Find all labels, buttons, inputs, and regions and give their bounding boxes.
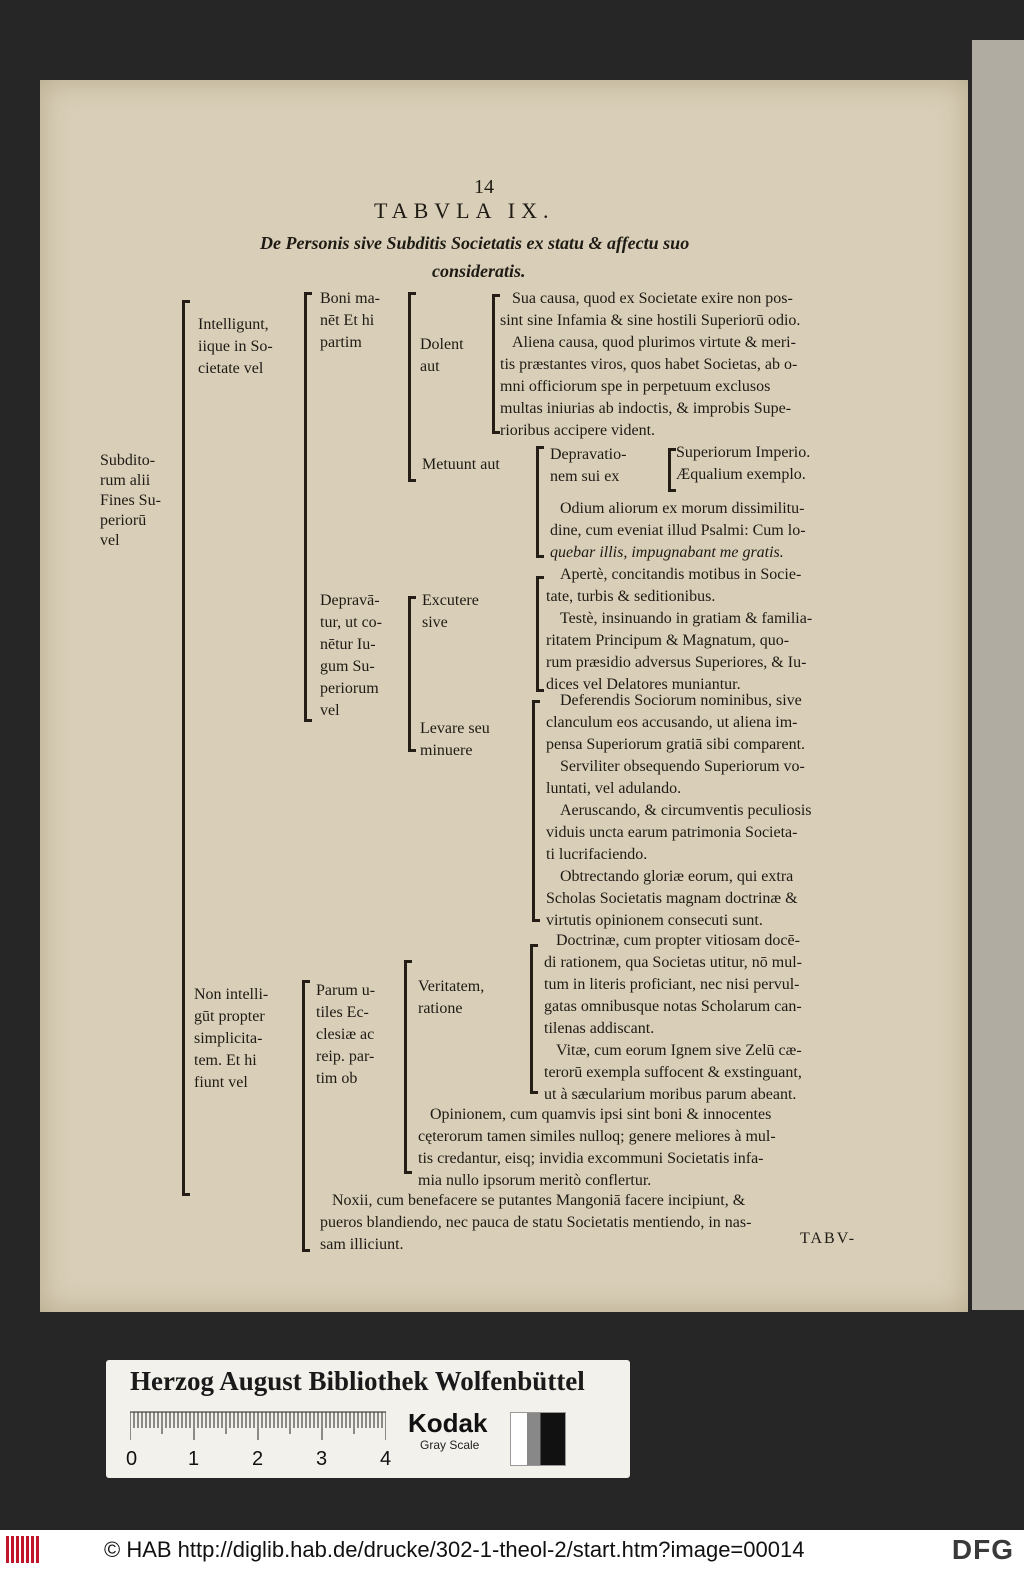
depravantur-line: periorum (320, 680, 379, 697)
dolent-text-line: tis præstantes viros, quos habet Societas, ab o- (500, 356, 798, 373)
opinionem-text-line: mia nullo ipsorum meritò conflertur. (418, 1172, 652, 1189)
depravatio-brace (668, 448, 671, 492)
hab-logo-icon (6, 1536, 46, 1563)
veritatem-text-line: terorū exempla suffocent & exstinguant, (544, 1064, 802, 1081)
noxii-text-line: sam illiciunt. (320, 1236, 404, 1253)
veritatem-text-line: ut à sæcularium moribus parum abeant. (544, 1086, 797, 1103)
page-subtitle-line-1: De Personis sive Subditis Societatis ex statu & affectu suo (260, 233, 690, 253)
dfg-logo: DFG (951, 1534, 1014, 1565)
dolent-text-line: rioribus accipere vident. (500, 422, 656, 439)
levare-text-line: Aeruscando, & circumventis peculiosis (560, 802, 812, 819)
gray-patch (510, 1412, 566, 1466)
levare-text-line: Scholas Societatis magnam doctrinæ & (546, 890, 798, 907)
veritatem-text-line: tilenas addiscant. (544, 1020, 655, 1037)
source-url[interactable]: © HAB http://diglib.hab.de/drucke/302-1-theol-2/start.htm?image=00014 (104, 1537, 805, 1562)
noxii-text-line: Noxii, cum benefacere se putantes Mangoniā facere incipiunt, & (332, 1192, 746, 1209)
levare-brace (532, 700, 535, 922)
levare-text-line: luntati, vel adulando. (546, 780, 682, 797)
root-line: Fines Su- (100, 492, 161, 509)
opinionem-text-line: Opinionem, cum quamvis ipsi sint boni & innocentes (430, 1106, 772, 1123)
opinionem-text-line: tis credantur, eisq; invidia excommuni Societatis infa- (418, 1150, 764, 1167)
dolent-line: aut (420, 358, 440, 375)
gray-scale-label: Gray Scale (420, 1438, 480, 1452)
parum-line: reip. par- (316, 1048, 375, 1065)
non-intelligunt-line: fiunt vel (194, 1074, 248, 1091)
depravatio-item: Æqualium exemplo. (676, 466, 806, 483)
dolent-text-line: mni officiorum spe in perpetuum exclusos (500, 378, 771, 395)
scale-number: 1 (188, 1448, 200, 1470)
veritatem-line: ratione (418, 1000, 463, 1017)
levare-text-line: Serviliter obsequendo Superiorum vo- (560, 758, 805, 775)
metuunt-brace (536, 446, 539, 558)
boni-line: Boni ma- (320, 290, 380, 307)
non-intelligunt-line: simplicita- (194, 1030, 263, 1047)
levare-text-line: Obtrectando gloriæ eorum, qui extra (560, 868, 794, 885)
scale-number: 0 (126, 1448, 138, 1470)
odium-text-line: dine, cum eveniat illud Psalmi: Cum lo- (550, 522, 806, 539)
parum-line: tiles Ec- (316, 1004, 369, 1021)
depravantur-line: gum Su- (320, 658, 375, 675)
parum-brace (404, 960, 407, 1174)
root-line: Subdito- (100, 452, 156, 469)
veritatem-text-line: tum in literis proficiant, nec nisi pervul- (544, 976, 800, 993)
parum-line: clesiæ ac (316, 1026, 375, 1043)
parum-line: tim ob (316, 1070, 358, 1087)
opinionem-text-line: cęterorum tamen similes nulloq; genere meliores à mul- (418, 1128, 776, 1145)
intelligunt-line: cietate vel (198, 360, 264, 377)
levare-text-line: virtutis opinionem consecuti sunt. (546, 912, 763, 929)
excutere-line: sive (422, 614, 448, 631)
library-name: Herzog August Bibliothek Wolfenbüttel (130, 1366, 585, 1396)
scale-number: 4 (380, 1448, 392, 1470)
levare-text-line: viduis uncta earum patrimonia Societa- (546, 824, 798, 841)
depravatio-line: nem sui ex (550, 468, 620, 485)
veritatem-text-line: di rationem, qua Societas utitur, nō mul- (544, 954, 802, 971)
kodak-brand: Kodak (408, 1408, 488, 1438)
depravantur-line: nētur Iu- (320, 636, 376, 653)
footer-bar (0, 1530, 1024, 1569)
levare-line: Levare seu (420, 720, 490, 737)
dolent-text-line: Sua causa, quod ex Societate exire non pos- (512, 290, 793, 307)
excutere-text-line: tate, turbis & seditionibus. (546, 588, 716, 605)
dolent-brace (492, 294, 495, 434)
next-page-edge (972, 40, 1024, 1310)
depravantur-line: vel (320, 702, 340, 719)
catchword: TABV- (800, 1230, 857, 1247)
veritatem-text-line: Doctrinæ, cum propter vitiosam docē- (556, 932, 800, 949)
intelligunt-line: iique in So- (198, 338, 273, 355)
excutere-text-line: rum præsidio adversus Superiores, & Iu- (546, 654, 807, 671)
excutere-brace (536, 576, 539, 692)
non-intelligunt-brace (302, 980, 305, 1252)
levare-line: minuere (420, 742, 473, 759)
book-page (40, 80, 968, 1312)
levare-text-line: pensa Superiorum gratiā sibi comparent. (546, 736, 806, 753)
ruler-icon (130, 1410, 386, 1440)
non-intelligunt-line: Non intelli- (194, 986, 269, 1003)
depravantur-brace (408, 596, 411, 752)
levare-text-line: ti lucrifaciendo. (546, 846, 648, 863)
intelligunt-brace (304, 292, 307, 722)
boni-brace (408, 292, 411, 482)
veritatem-line: Veritatem, (418, 978, 485, 995)
noxii-text-line: pueros blandiendo, nec pauca de statu Societatis mentiendo, in nas- (320, 1214, 752, 1231)
excutere-text-line: Apertè, concitandis motibus in Socie- (560, 566, 802, 583)
metuunt-label: Metuunt aut (422, 456, 500, 473)
depravantur-line: Depravā- (320, 592, 380, 609)
root-line: rum alii (100, 472, 151, 489)
levare-text-line: clanculum eos accusando, ut aliena im- (546, 714, 798, 731)
page-number: 14 (474, 176, 494, 198)
depravantur-line: tur, ut co- (320, 614, 383, 631)
depravatio-item: Superiorum Imperio. (676, 444, 811, 461)
non-intelligunt-line: gūt propter (194, 1008, 265, 1025)
scale-number: 2 (252, 1448, 264, 1470)
page-title: TABVLA IX. (374, 198, 555, 223)
dolent-text-line: sint sine Infamia & sine hostili Superiorū odio. (500, 312, 801, 329)
excutere-text-line: Testè, insinuando in gratiam & familia- (560, 610, 813, 627)
parum-line: Parum u- (316, 982, 376, 999)
excutere-text-line: ritatem Principum & Magnatum, quo- (546, 632, 790, 649)
veritatem-text-line: Vitæ, cum eorum Ignem sive Zelū cæ- (556, 1042, 802, 1059)
depravatio-line: Depravatio- (550, 446, 627, 463)
root-brace (182, 300, 185, 1196)
excutere-line: Excutere (422, 592, 479, 609)
dolent-text-line: Aliena causa, quod plurimos virtute & meri- (512, 334, 796, 351)
page-subtitle-line-2: consideratis. (432, 261, 526, 281)
root-line: periorū (100, 512, 147, 529)
veritatem-brace (530, 944, 533, 1094)
dolent-text-line: multas iniurias ab indoctis, & improbis Supe- (500, 400, 792, 417)
library-scale-card (106, 1360, 630, 1478)
scale-number: 3 (316, 1448, 328, 1470)
odium-text-line: Odium aliorum ex morum dissimilitu- (560, 500, 805, 517)
boni-line: partim (320, 334, 362, 351)
root-line: vel (100, 532, 120, 549)
dolent-line: Dolent (420, 336, 464, 353)
intelligunt-line: Intelligunt, (198, 316, 269, 333)
levare-text-line: Deferendis Sociorum nominibus, sive (560, 692, 802, 709)
excutere-text-line: dices vel Delatores muniantur. (546, 676, 741, 693)
odium-text-line: quebar illis, impugnabant me gratis. (550, 544, 784, 561)
non-intelligunt-line: tem. Et hi (194, 1052, 257, 1069)
veritatem-text-line: gatas omnibusque notas Scholarum can- (544, 998, 802, 1015)
boni-line: nēt Et hi (320, 312, 375, 329)
